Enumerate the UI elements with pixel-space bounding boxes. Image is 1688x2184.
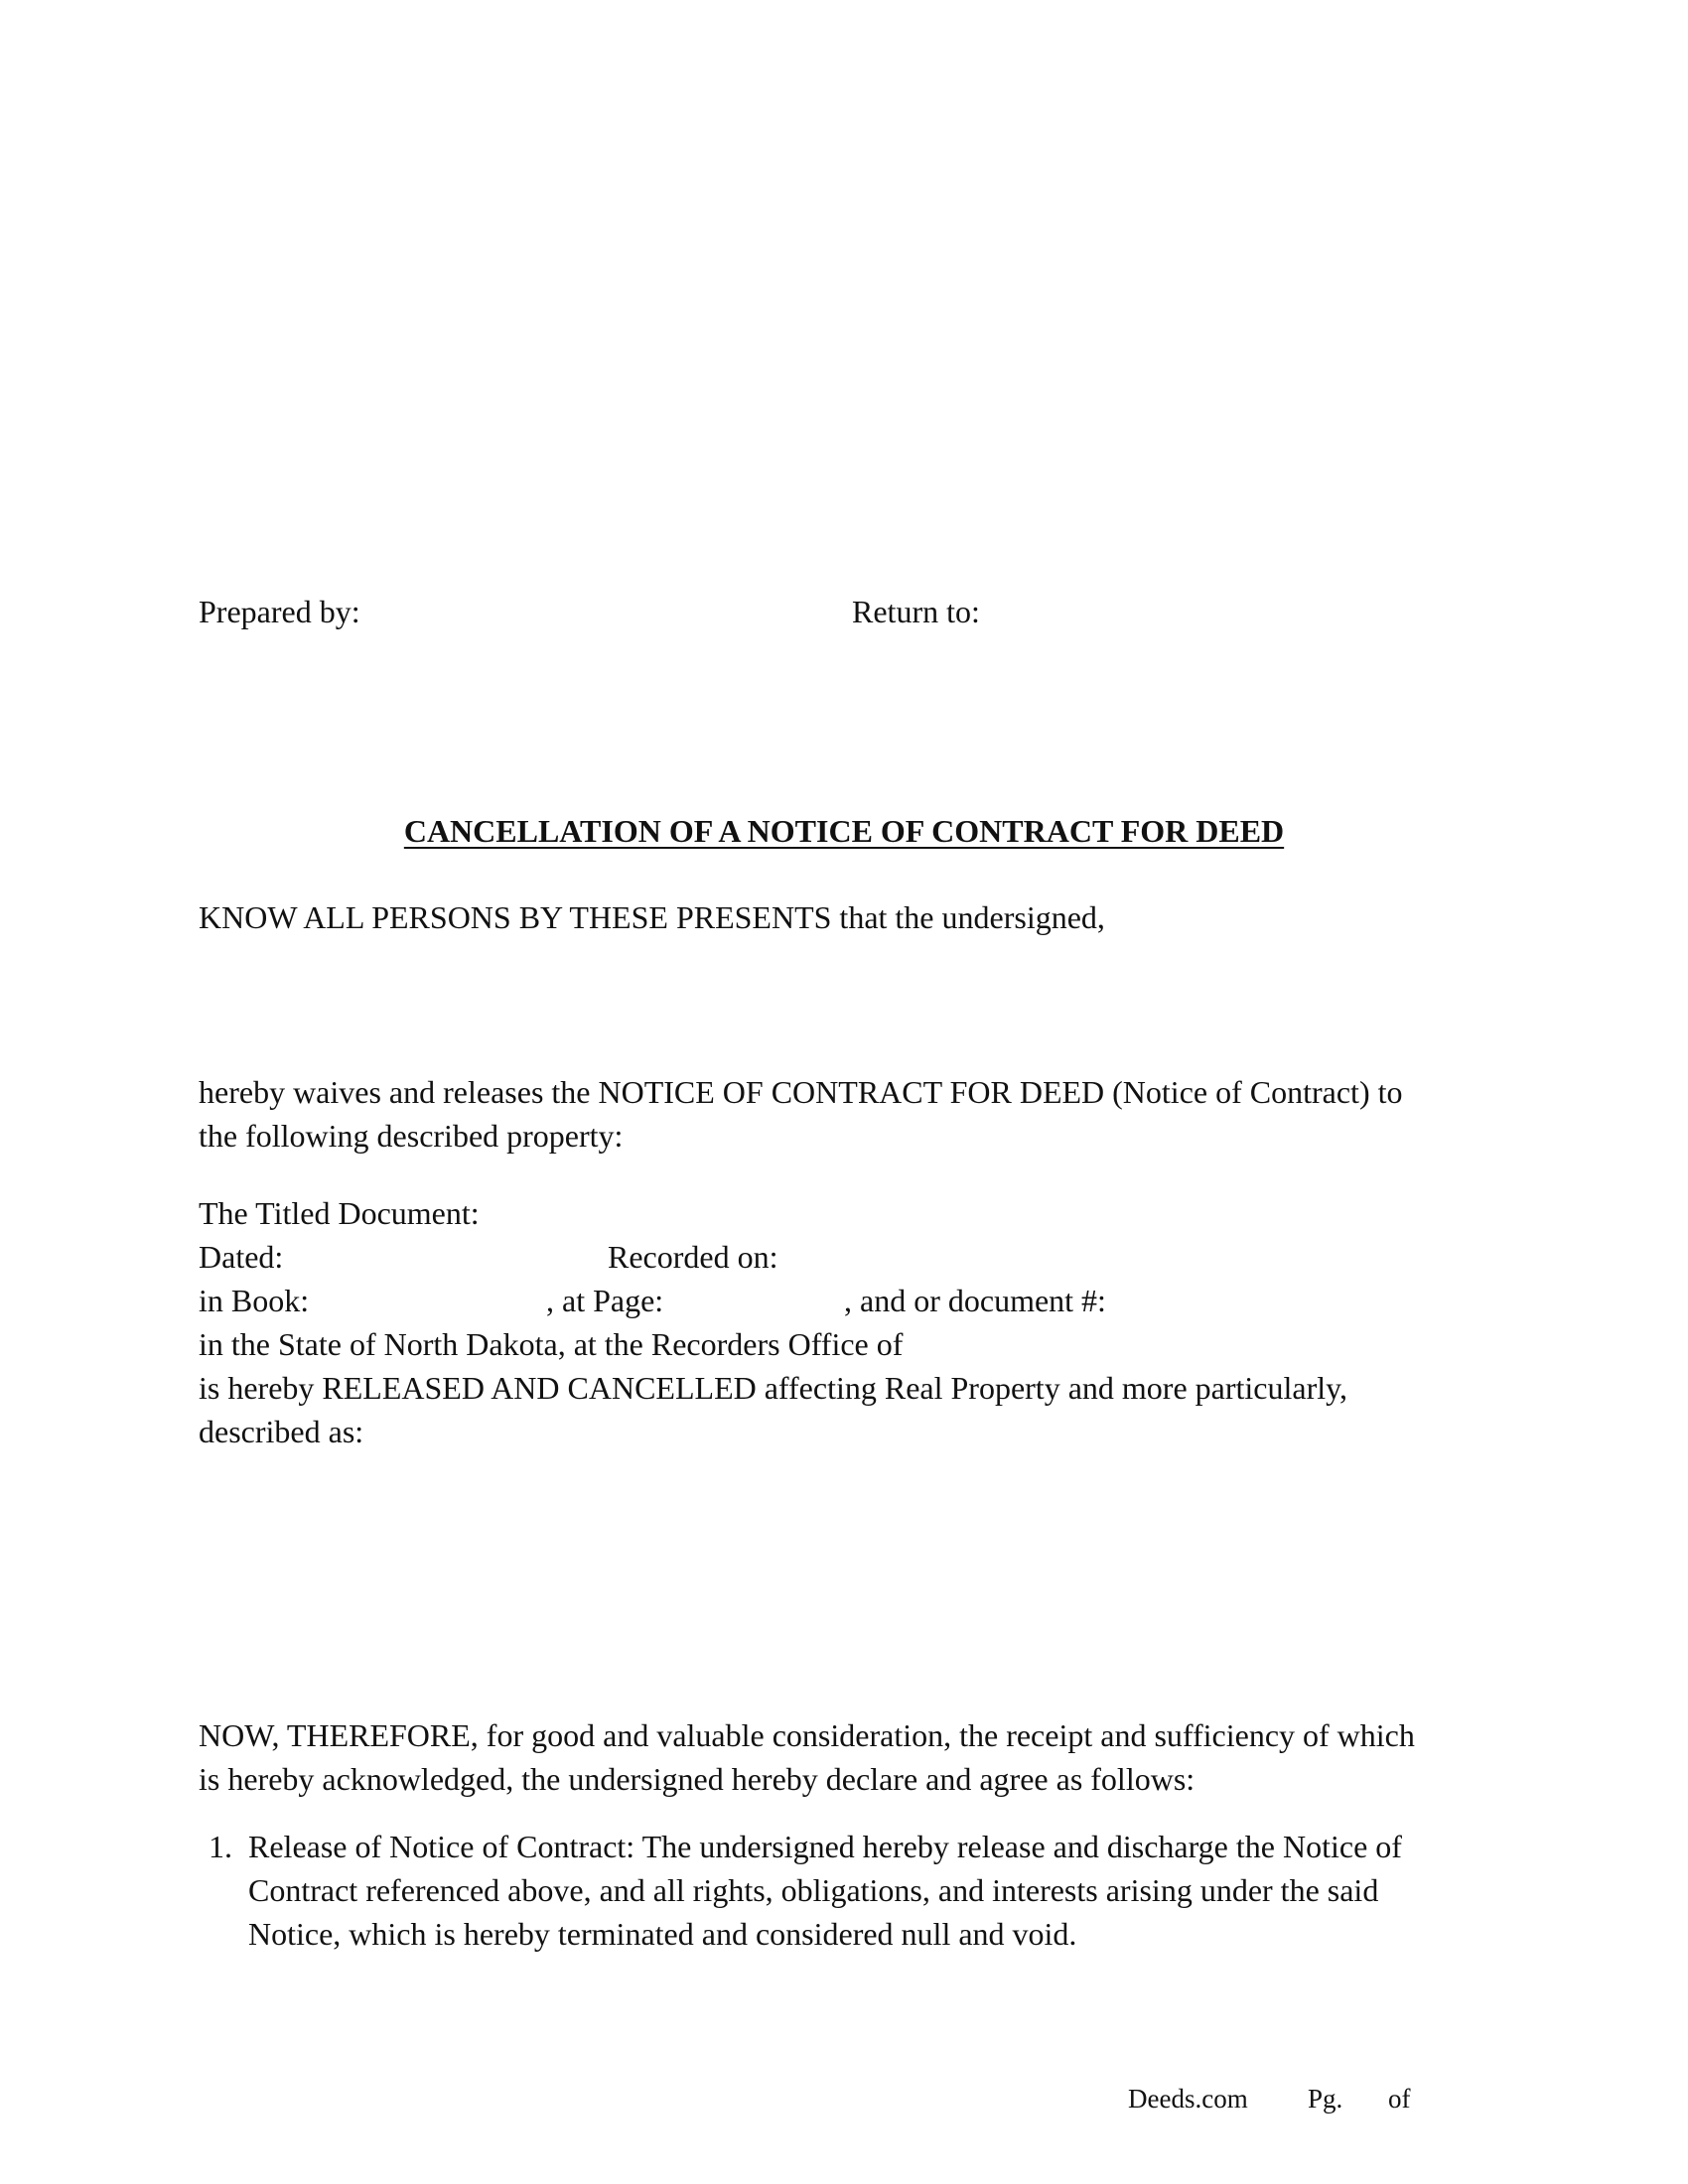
therefore-line-2: is hereby acknowledged, the undersigned hereby declare and agree as follows: [199, 1761, 1196, 1797]
titled-document-label: The Titled Document: [199, 1195, 480, 1231]
return-to-label: Return to: [852, 594, 980, 629]
clause-number: 1. [209, 1829, 232, 1864]
state-line: in the State of North Dakota, at the Recorders Office of [199, 1326, 904, 1362]
footer-page-label: Pg. [1308, 2084, 1343, 2114]
waiver-line-2: the following described property: [199, 1118, 624, 1154]
clause-line-3: Notice, which is hereby terminated and considered null and void. [248, 1916, 1077, 1952]
prepared-by-label: Prepared by: [199, 594, 360, 629]
released-line-1: is hereby RELEASED AND CANCELLED affecting Real Property and more particularly, [199, 1370, 1348, 1406]
footer-of-label: of [1388, 2084, 1411, 2114]
recorded-on-label: Recorded on: [608, 1239, 778, 1275]
clause-line-2: Contract referenced above, and all rights, obligations, and interests arising under the said [248, 1872, 1379, 1908]
in-book-label: in Book: [199, 1283, 310, 1318]
intro-text: KNOW ALL PERSONS BY THESE PRESENTS that the undersigned, [199, 899, 1105, 935]
at-page-label: , at Page: [546, 1283, 664, 1318]
therefore-line-1: NOW, THEREFORE, for good and valuable consideration, the receipt and sufficiency of which [199, 1717, 1415, 1753]
footer-site: Deeds.com [1128, 2084, 1248, 2114]
waiver-line-1: hereby waives and releases the NOTICE OF CONTRACT FOR DEED (Notice of Contract) to [199, 1074, 1403, 1110]
released-line-2: described as: [199, 1414, 364, 1449]
document-title: CANCELLATION OF A NOTICE OF CONTRACT FOR DEED [403, 813, 1285, 849]
clause-line-1: Release of Notice of Contract: The undersigned hereby release and discharge the Notice of [248, 1829, 1402, 1864]
dated-label: Dated: [199, 1239, 284, 1275]
document-number-label: , and or document #: [844, 1283, 1106, 1318]
